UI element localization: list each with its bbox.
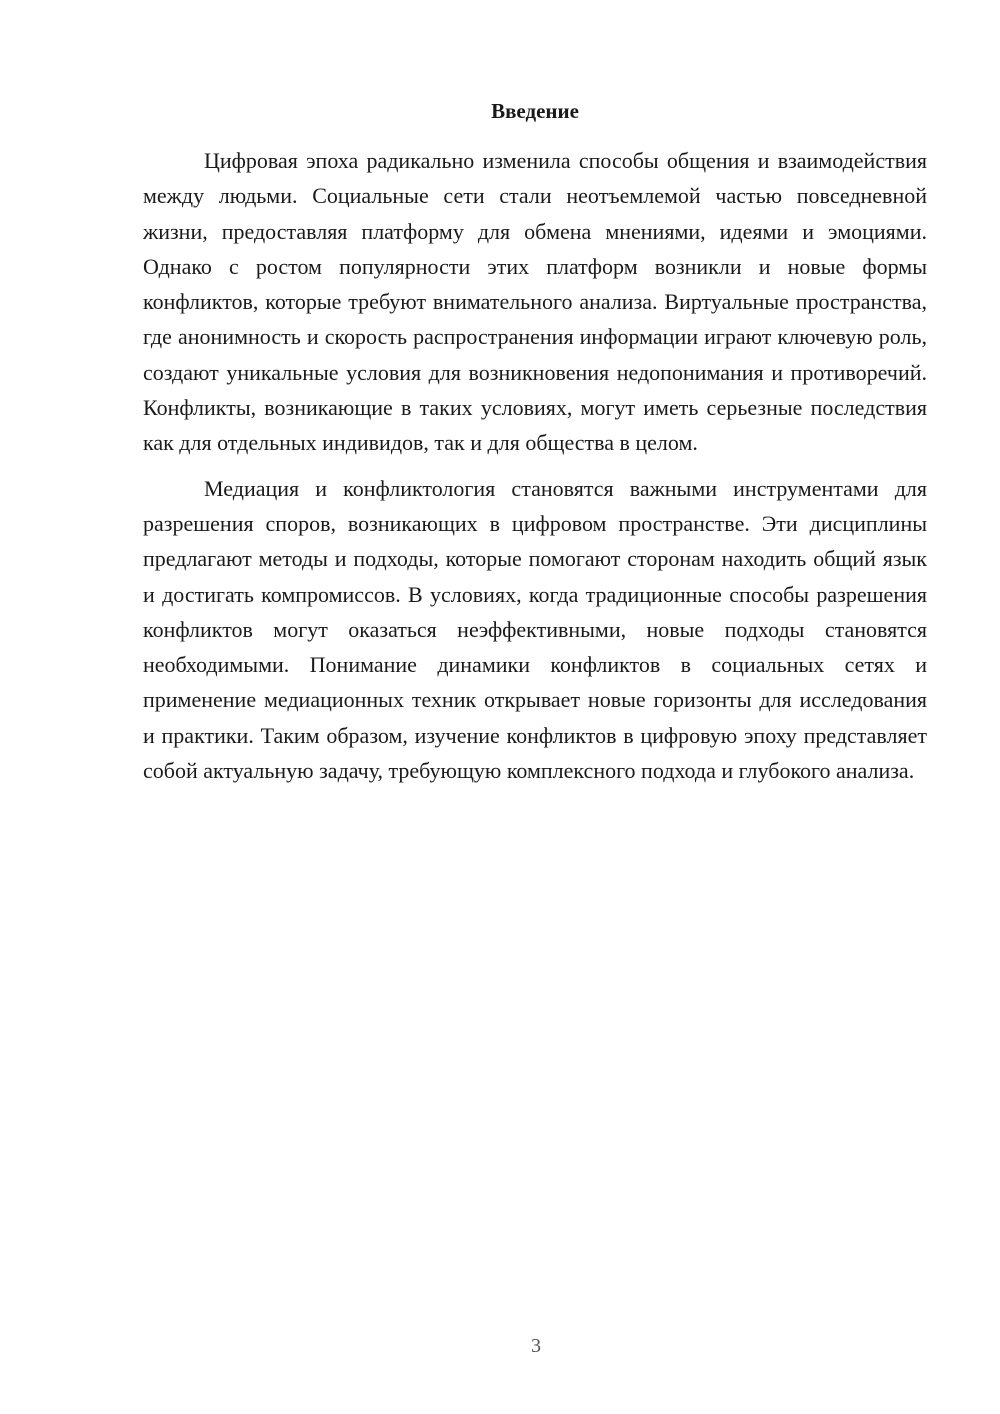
paragraph-1: Цифровая эпоха радикально изменила способы общения и взаимодействия между людьми. Социальные сети стали неотъемлемой частью повседневной жизни, предоставляя платформу для обмена мнениями, идеями и эмоциями. Однако с ростом популярности этих платформ возникли и новые формы конфликтов, которые требуют внимательного анализа. Виртуальные пространства, где анонимность и скорость распространения информации играют ключевую роль, создают уникальные условия для возникновения недопонимания и противоречий. Конфликты, возникающие в таких условиях, могут иметь серьезные последствия как для отдельных индивидов, так и для общества в целом. (143, 148, 927, 456)
document-body (143, 97, 927, 798)
section-title: Введение (491, 99, 579, 123)
paragraph-2: Медиация и конфликтология становятся важными инструментами для разрешения споров, возникающих в цифровом пространстве. Эти дисциплины предлагают методы и подходы, которые помогают сторонам находить общий язык и достигать компромиссов. В условиях, когда традиционные способы разрешения конфликтов могут оказаться неэффективными, новые подходы становятся необходимыми. Понимание динамики конфликтов в социальных сетях и применение медиационных техник открывает новые горизонты для исследования и практики. Таким образом, изучение конфликтов в цифровую эпоху представляет собой актуальную задачу, требующую комплексного подхода и глубокого анализа. (143, 475, 927, 784)
page-number: 3 (531, 1335, 541, 1357)
